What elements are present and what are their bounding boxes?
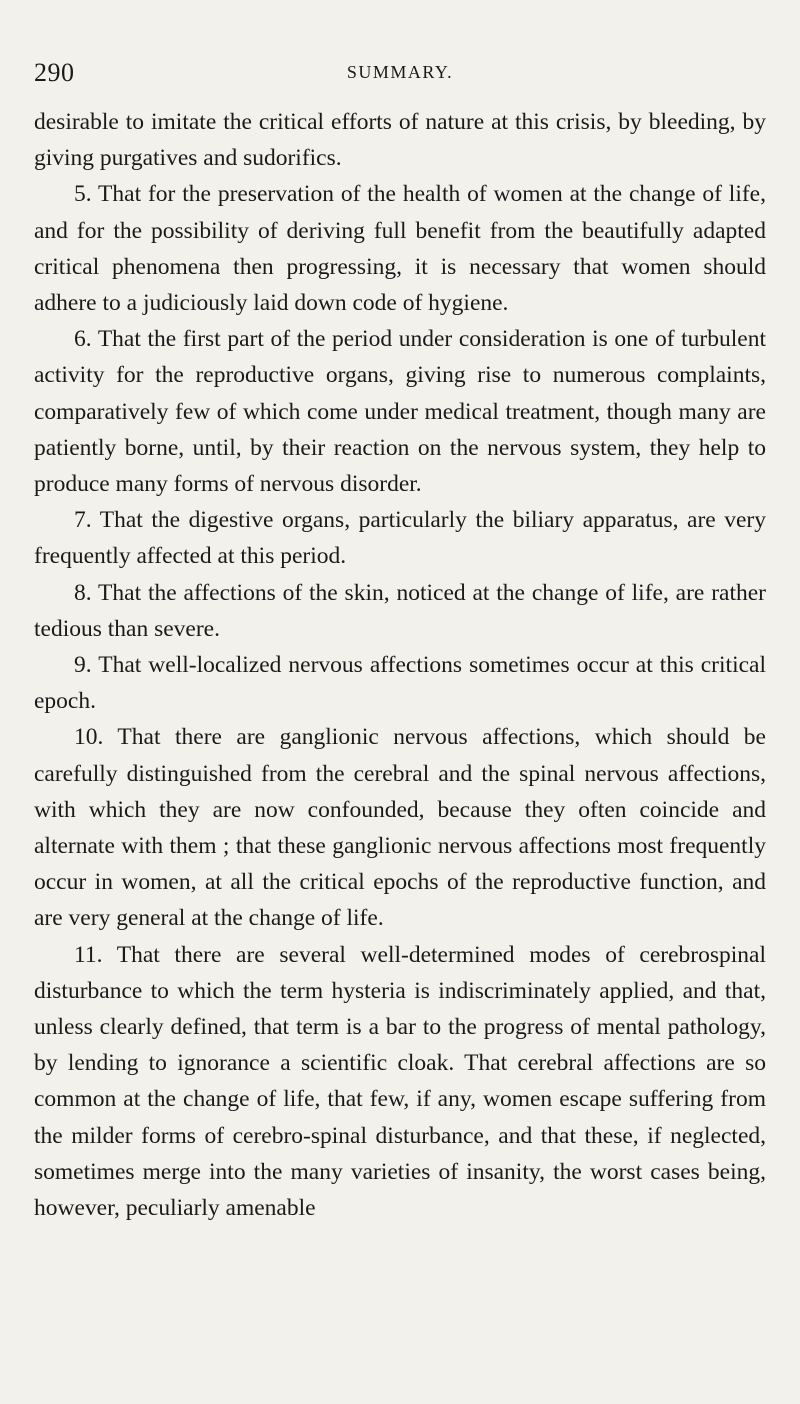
page-number: 290 xyxy=(34,58,75,87)
page-header xyxy=(34,58,766,98)
paragraph-continuation: desirable to imitate the critical efforts of nature at this crisis, by bleeding, by giving purgatives and sudorifics. xyxy=(34,109,766,172)
paragraph-9: 9. That well-localized nervous affections sometimes occur at this critical epoch. xyxy=(34,652,766,715)
paragraph-10: 10. That there are ganglionic nervous affections, which should be carefully distinguished from the cerebral and the spinal nervous affections, with which they are now confounded, because they often coincide and alternate with them ; that these ganglionic nervous affections most frequently occur in women, at all the critical epochs of the reproductive function, and are very general at the change of life. xyxy=(34,724,766,932)
paragraph-11: 11. That there are several well-determined modes of cerebrospinal disturbance to which the term hysteria is indiscriminately applied, and that, unless clearly defined, that term is a bar to the progress of mental pathology, by lending to ignorance a scientific cloak. That cerebral affections are so common at the change of life, that few, if any, women escape suffering from the milder forms of cerebro-spinal disturbance, and that these, if neglected, sometimes merge into the many varieties of insanity, the worst cases being, however, peculiarly amenable xyxy=(34,941,766,1222)
paragraph-5: 5. That for the preservation of the health of women at the change of life, and for the possibility of deriving full benefit from the beautifully adapted critical phenomena then progressing, it is necessary that women should adhere to a judiciously laid down code of hygiene. xyxy=(34,181,766,317)
paragraph-7: 7. That the digestive organs, particularly the biliary apparatus, are very frequently affected at this period. xyxy=(34,507,766,570)
paragraph-8: 8. That the affections of the skin, noticed at the change of life, are rather tedious than severe. xyxy=(34,579,766,642)
running-head: SUMMARY. xyxy=(346,62,454,82)
paragraph-6: 6. That the first part of the period under consideration is one of turbulent activity for the reproductive organs, giving rise to numerous complaints, comparatively few of which come under medical treatment, though many are patiently borne, until, by their reaction on the nervous system, they help to produce many forms of nervous disorder. xyxy=(34,326,766,498)
body-text xyxy=(34,104,766,1226)
